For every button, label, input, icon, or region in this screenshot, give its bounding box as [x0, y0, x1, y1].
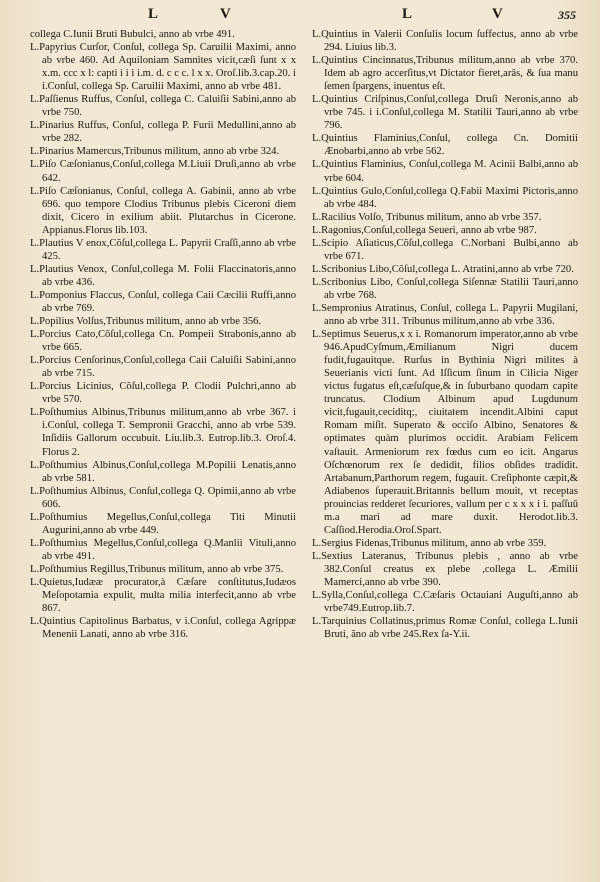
list-item: L.Poſthumius Albinus, Conſul,collega Q. Opimii,anno ab vrbe 606.: [30, 485, 296, 510]
list-item: L.Tarquinius Collatinus,primus Romæ Conſul, collega L.Iunii Bruti, ãno ab vrbe 245.Rex ſa-Y.ii.: [312, 616, 578, 641]
list-item: L.Piſo Cæſonianus,Conſul,collega M.Liuii Druſi,anno ab vrbe 642.: [30, 159, 296, 184]
list-item: L.Quintius Flaminius,Conſul, collega Cn. Domitii Ænobarbi,anno ab vrbe 562.: [312, 133, 578, 158]
list-item: L.Poſthumius Albinus,Tribunus militum,anno ab vrbe 367. i i.Conſul, collega T. Sempronii Gracchi, anno ab vrbe 539. Inſidiis Gallorum occubuit. Liu.lib.3. Eutrop.lib.3. Oroſ.4. Florus 2.: [30, 407, 296, 458]
list-item: L.Scipio Aſiaticus,Cõſul,collega C.Norbani Bulbi,anno ab vrbe 671.: [312, 237, 578, 262]
list-item: L.Poſthumius Regillus,Tribunus militum, anno ab vrbe 375.: [30, 563, 284, 575]
list-item: L.Porcius Cenſorinus,Conſul,collega Caii Caluiſii Sabini,anno ab vrbe 715.: [30, 355, 296, 380]
right-column: [312, 28, 578, 641]
list-item: collega C.Iunii Bruti Bubulci, anno ab vrbe 491.: [30, 29, 235, 40]
list-item: L.Septimus Seuerus,x x i. Romanorum imperator,anno ab vrbe 946.ApudCyſmum,Æmilianum Nigri ducem fudit,fugauitque. Rurſus in Bythinia Nigri milites à Seuerianis victi ſunt. Ad Iſſicum ſinum in Cilicia Niger victus fugatus eſt,cæſuſque,& in ſuburbano quodam capite truncatus. Clodium Albinum apud Lugdunum vicit,fugauit,ceciditq;, ciuitatem incendit.Albini caput Romam miſit. Superato & occiſo Albino, Senatores & optimates quàm plurimos occidit. Arabiam Felicem vaſtauit. Armeniorum rex fœdus cum eo icit. Angarus Oſchœnorum rex ſe dedidit, filios obſides tradidit. Artabanum,Parthorum regem, fugauit. Creſiphonte cæpit,& Adiabenos ſuperauit.Britannis bellum mouit, vt receptas prouincias redderet ſecuriores, vallum per c x x x i i. paſſuū m.a mari ad mare duxit. Herodot.lib.3. Caſſiod.Herodia.Oroſ.Spart.: [312, 329, 578, 536]
page-number: 355: [558, 8, 576, 22]
list-item: L.Quintius Cincinnatus,Tribunus militum,anno ab vrbe 370. Idem ab agro accerſitus,vt Dictator fieret,arâs, & ſua manu ſemen ſpargens, inuentus eſt.: [312, 55, 578, 93]
list-item: L.Poſthumius Megellus,Conſul,collega Q.Manlii Vituli,anno ab vrbe 491.: [30, 537, 296, 562]
list-item: L.Quintius in Valerii Conſulis locum ſuffectus, anno ab vrbe 294. Liuius lib.3.: [312, 29, 578, 54]
list-item: L.Quintius Gulo,Conſul,collega Q.Fabii Maximi Pictoris,anno ab vrbe 484.: [312, 185, 578, 210]
list-item: L.Sempronius Atratinus, Conſul, collega L. Papyrii Mugilani, anno ab vrbe 311. Tribunus militum,anno ab vrbe 336.: [312, 302, 578, 328]
list-item: L.Poſthumius Megellus,Conſul,collega Titi Minutii Augurini,anno ab vrbe 449.: [30, 511, 296, 536]
list-item: L.Ragonius,Conſul,collega Seueri, anno ab vrbe 987.: [312, 224, 537, 236]
list-item: L.Paſſienus Ruffus, Conſul, collega C. Caluiſii Sabini,anno ab vrbe 750.: [30, 94, 296, 119]
list-item: L.Piſo Cæſonianus, Conſul, collega A. Gabinii, anno ab vrbe 696. quo tempore Clodius Tribunus plebis Ciceroni diem dixit, Cicero in exilium abiit. Plutarchus in Cicerone. Appianus.Florus lib.103.: [30, 185, 296, 236]
list-item: L.Scribonius Libo, Conſul,collega Siſennæ Statilii Tauri,anno ab vrbe 768.: [312, 276, 578, 301]
list-item: L.Porcius Licinius, Cõſul,collega P. Clodii Pulchri,anno ab vrbe 570.: [30, 381, 296, 406]
left-column: [30, 28, 296, 641]
list-item: L.Poſthumius Albinus,Conſul,collega M.Popilii Lenatis,anno ab vrbe 581.: [30, 459, 296, 484]
header-letter-v-left: V: [220, 6, 233, 22]
header-letter-l-right: L: [402, 6, 415, 22]
running-header: [30, 4, 578, 28]
text-columns: [30, 28, 578, 641]
list-item: L.Quintius Criſpinus,Conſul,collega Druſi Neronis,anno ab vrbe 745. i i.Conſul,collega M. Statilii Tauri,anno ab vrbe 796.: [312, 94, 578, 132]
list-item: L.Quintius Flaminius, Conſul,collega M. Acinii Balbi,anno ab vrbe 604.: [312, 159, 578, 184]
list-item: L.Sergius Fidenas,Tribunus militum, anno ab vrbe 359.: [312, 537, 547, 549]
list-item: L.Quietus,Iudææ procurator,à Cæſare conſtitutus,Iudæos Meſopotamia expulit, multa milia interfecit,anno ab vrbe 867.: [30, 576, 296, 615]
list-item: L.Quintius Capitolinus Barbatus, v i.Conſul, collega Agrippæ Menenii Lanati, anno ab vrbe 316.: [30, 616, 296, 641]
list-item: L.Racilius Volſo, Tribunus militum, anno ab vrbe 357.: [312, 211, 542, 223]
list-item: L.Plautius V enox,Cõſul,collega L. Papyrii Craſſi,anno ab vrbe 425.: [30, 237, 296, 262]
list-item: L.Porcius Cato,Cõſul,collega Cn. Pompeii Strabonis,anno ab vrbe 665.: [30, 329, 296, 354]
list-item: L.Pinarius Mamercus,Tribunus militum, anno ab vrbe 324.: [30, 146, 280, 158]
list-item: L.Pomponius Flaccus, Conſul, collega Caii Cæcilii Ruffi,anno ab vrbe 769.: [30, 289, 296, 314]
list-item: L.Pinarius Ruffus, Conſul, collega P. Furii Medullini,anno ab vrbe 282.: [30, 120, 296, 145]
list-item: L.Scribonius Libo,Cõſul,collega L. Atratini,anno ab vrbe 720.: [312, 263, 574, 275]
header-letter-l-left: L: [148, 6, 161, 22]
list-item: L.Papyrius Curſor, Conſul, collega Sp. Caruilii Maximi, anno ab vrbe 460. Ad Aquiloniam Samnites vicit,cæſi ſunt x x x.m. ccc x l: capti i i i i.m. d. c c c. l x x. Oroſ.lib.3.cap.20. i i.Conſul, collega Sp. Caruilii Maximi, anno ab vrbe 481.: [30, 42, 296, 93]
list-item: L.Sylla,Conſul,collega C.Cæſaris Octauiani Auguſti,anno ab vrbe749.Eutrop.lib.7.: [312, 590, 578, 615]
list-item: L.Sextius Lateranus, Tribunus plebis , anno ab vrbe 382.Conſul creatus ex plebe ,collega L. Æmilii Mamerci,anno ab vrbe 390.: [312, 550, 578, 588]
header-letter-v-right: V: [492, 6, 505, 22]
list-item: L.Popilius Volſus,Tribunus militum, anno ab vrbe 356.: [30, 316, 262, 328]
list-item: L.Plautius Venox, Conſul,collega M. Folii Flaccinatoris,anno ab vrbe 436.: [30, 263, 296, 288]
